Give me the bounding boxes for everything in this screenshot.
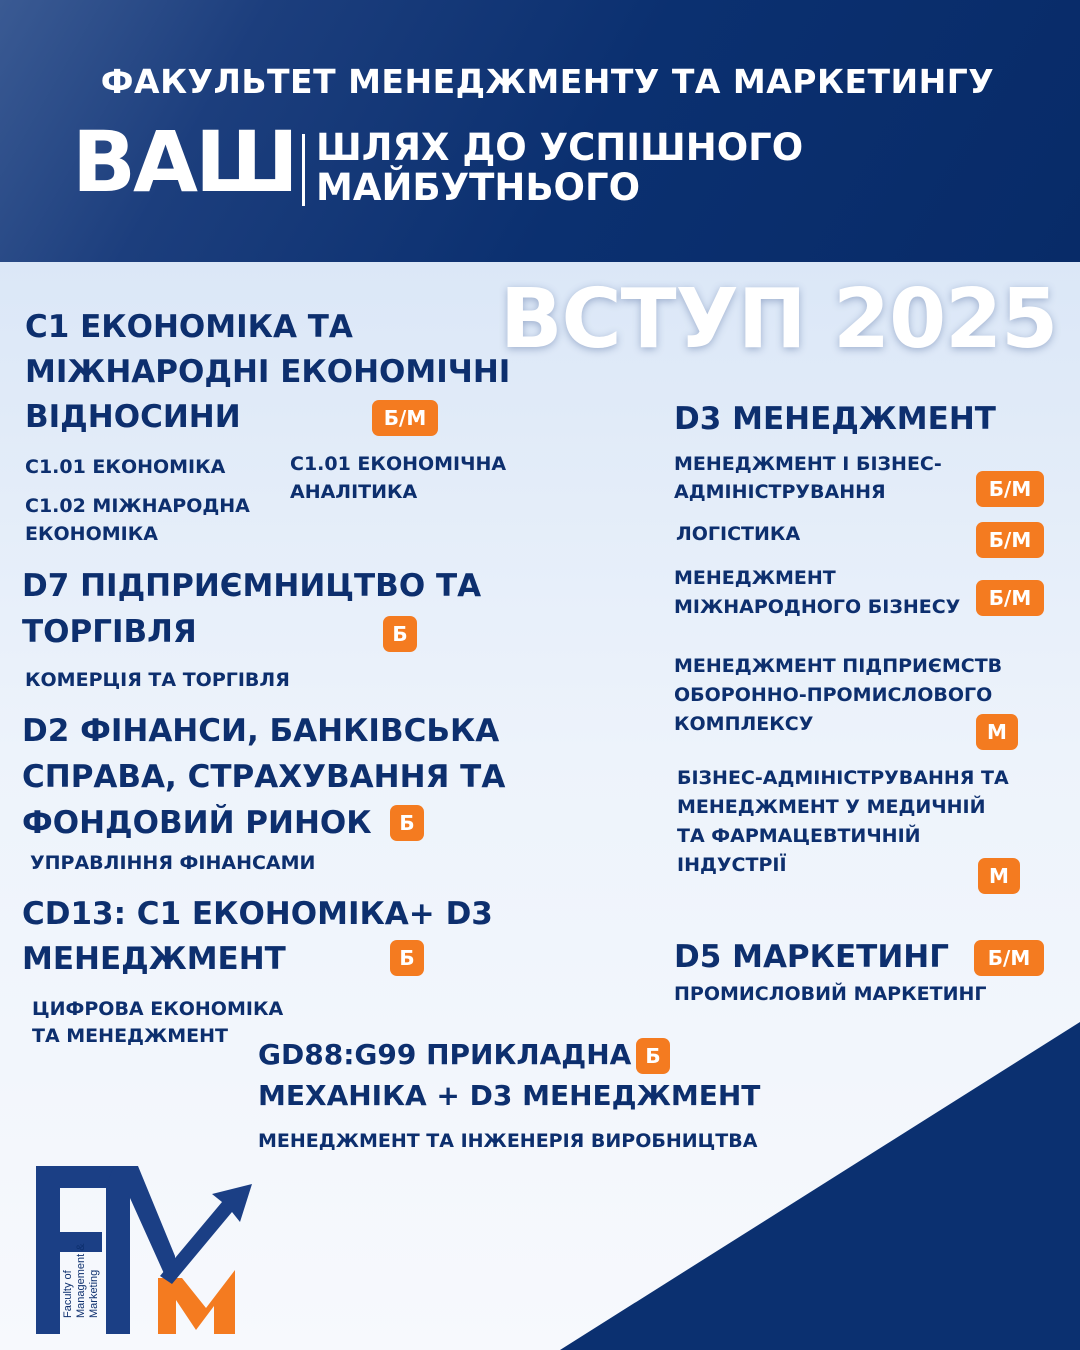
slogan-line-1: ШЛЯХ ДО УСПІШНОГО: [316, 126, 804, 169]
d2-level-badge: Б: [390, 805, 424, 841]
d3-program-medical-line-3: ТА ФАРМАЦЕВТИЧНІЙ: [677, 825, 921, 847]
d3-program-mba-badge: Б/М: [976, 471, 1044, 507]
d3-program-mba-line-2: АДМІНІСТРУВАННЯ: [674, 481, 886, 503]
d5-title: D5 МАРКЕТИНГ: [674, 939, 949, 975]
slogan-text: [316, 128, 803, 208]
d3-program-mba-line-1: МЕНЕДЖМЕНТ І БІЗНЕС-: [674, 453, 942, 475]
slogan-vash: ВАШ: [72, 113, 296, 211]
d7-program: КОМЕРЦІЯ ТА ТОРГІВЛЯ: [25, 669, 290, 691]
c1-title-line-1: С1 ЕКОНОМІКА ТА: [25, 309, 353, 345]
d2-program: УПРАВЛІННЯ ФІНАНСАМИ: [30, 852, 316, 874]
d3-program-defense-badge: М: [976, 714, 1018, 750]
c1-program-economics: С1.01 ЕКОНОМІКА: [25, 456, 226, 478]
admission-year-title: ВСТУП 2025: [500, 272, 1058, 367]
gd88-level-badge: Б: [636, 1038, 670, 1074]
d3-program-medical-line-2: МЕНЕДЖМЕНТ У МЕДИЧНІЙ: [677, 796, 986, 818]
d3-program-medical-line-1: БІЗНЕС-АДМІНІСТРУВАННЯ ТА: [677, 767, 1009, 789]
d3-program-logistics-badge: Б/М: [976, 522, 1044, 558]
logo-caption-line-3: Marketing: [88, 1269, 100, 1318]
d2-title-line-1: D2 ФІНАНСИ, БАНКІВСЬКА: [22, 713, 500, 749]
d7-title-line-2: ТОРГІВЛЯ: [22, 614, 197, 650]
d3-program-intl-line-1: МЕНЕДЖМЕНТ: [674, 567, 836, 589]
logo-caption: [62, 1198, 101, 1318]
d7-title-line-1: D7 ПІДПРИЄМНИЦТВО ТА: [22, 568, 482, 604]
gd88-title-line-2: МЕХАНІКА + D3 МЕНЕДЖМЕНТ: [258, 1079, 761, 1112]
d3-program-defense-line-1: МЕНЕДЖМЕНТ ПІДПРИЄМСТВ: [674, 655, 1003, 677]
c1-program-analytics-line-1: С1.01 ЕКОНОМІЧНА: [290, 453, 507, 475]
slogan-line-2: МАЙБУТНЬОГО: [316, 166, 641, 209]
d3-title: D3 МЕНЕДЖМЕНТ: [674, 401, 996, 437]
cd13-level-badge: Б: [390, 940, 424, 976]
d2-title-line-2: СПРАВА, СТРАХУВАННЯ ТА: [22, 759, 506, 795]
cd13-program-line-1: ЦИФРОВА ЕКОНОМІКА: [32, 998, 284, 1020]
gd88-title-line-1: GD88:G99 ПРИКЛАДНА: [258, 1038, 632, 1071]
logo-caption-line-2: Management &: [75, 1243, 87, 1318]
c1-program-intl-line-2: ЕКОНОМІКА: [25, 523, 158, 545]
cd13-title-line-1: CD13: С1 ЕКОНОМІКА+ D3: [22, 896, 493, 932]
gd88-program: МЕНЕДЖМЕНТ ТА ІНЖЕНЕРІЯ ВИРОБНИЦТВА: [258, 1130, 758, 1152]
c1-level-badge: Б/М: [372, 400, 438, 436]
d5-level-badge: Б/М: [974, 940, 1044, 976]
c1-program-analytics-line-2: АНАЛІТИКА: [290, 481, 418, 503]
cd13-title-line-2: МЕНЕДЖМЕНТ: [22, 941, 286, 977]
d3-program-defense-line-2: ОБОРОННО-ПРОМИСЛОВОГО: [674, 684, 993, 706]
d3-program-medical-badge: М: [978, 858, 1020, 894]
c1-title-line-3: ВІДНОСИНИ: [25, 399, 241, 435]
c1-program-intl-line-1: С1.02 МІЖНАРОДНА: [25, 495, 250, 517]
d2-title-line-3: ФОНДОВИЙ РИНОК: [22, 805, 372, 841]
d3-program-intl-badge: Б/М: [976, 580, 1044, 616]
d5-program: ПРОМИСЛОВИЙ МАРКЕТИНГ: [674, 983, 987, 1005]
d3-program-intl-line-2: МІЖНАРОДНОГО БІЗНЕСУ: [674, 596, 961, 618]
d3-program-medical-line-4: ІНДУСТРІЇ: [677, 854, 787, 876]
d3-program-defense-line-3: КОМПЛЕКСУ: [674, 713, 814, 735]
slogan-divider: [302, 134, 305, 206]
d7-level-badge: Б: [383, 616, 417, 652]
header-banner: [0, 0, 1080, 262]
d3-program-logistics: ЛОГІСТИКА: [676, 523, 801, 545]
faculty-title: ФАКУЛЬТЕТ МЕНЕДЖМЕНТУ ТА МАРКЕТИНГУ: [100, 62, 995, 101]
logo-caption-line-1: Faculty of: [62, 1270, 74, 1318]
cd13-program-line-2: ТА МЕНЕДЖМЕНТ: [32, 1025, 228, 1047]
c1-title-line-2: МІЖНАРОДНІ ЕКОНОМІЧНІ: [25, 354, 511, 390]
